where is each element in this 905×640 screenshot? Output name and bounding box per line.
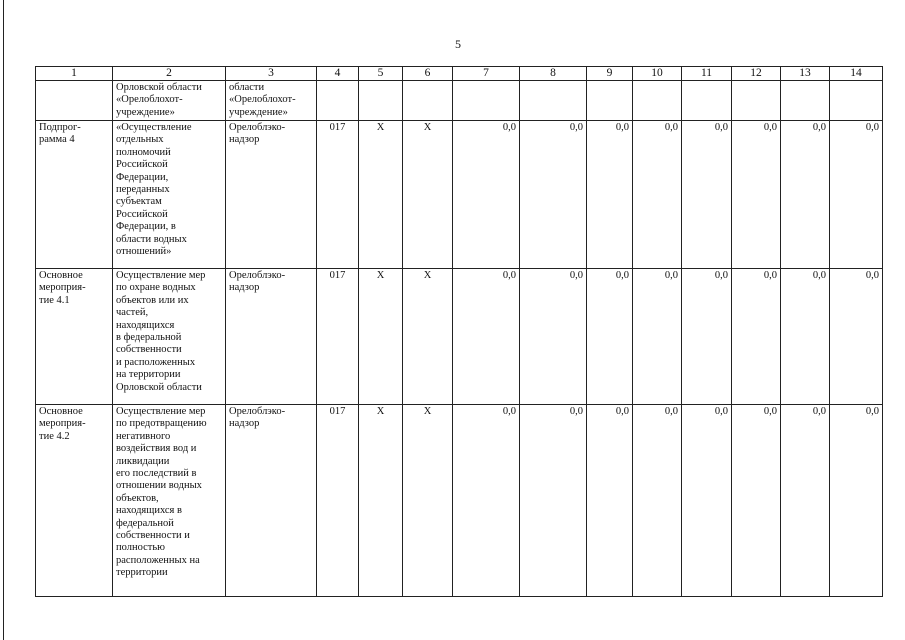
row-value-cell: 0,0 (587, 269, 633, 405)
row-executor-cell: Орелоблэко- надзор (226, 269, 317, 405)
column-header: 3 (226, 67, 317, 81)
row-title-cell: «Осуществление отдельных полномочий Российской Федерации, переданных субъектам Российской Федерации, в области водных отношений» (113, 121, 226, 269)
column-header: 6 (403, 67, 453, 81)
row-name-cell: Подпрог- рамма 4 (36, 121, 113, 269)
row-code-cell: 017 (317, 269, 359, 405)
row-x-cell: Х (359, 405, 403, 597)
row-value-cell (633, 81, 682, 121)
column-header: 14 (830, 67, 883, 81)
row-executor-cell: области «Орелоблохот- учреждение» (226, 81, 317, 121)
column-header: 10 (633, 67, 682, 81)
row-x-cell (403, 81, 453, 121)
column-header: 1 (36, 67, 113, 81)
row-value-cell: 0,0 (781, 269, 830, 405)
table-row (36, 269, 883, 405)
row-x-cell: Х (403, 121, 453, 269)
row-value-cell: 0,0 (633, 405, 682, 597)
column-header: 13 (781, 67, 830, 81)
row-code-cell (317, 81, 359, 121)
row-x-cell: Х (359, 269, 403, 405)
table-row (36, 121, 883, 269)
table-row (36, 405, 883, 597)
row-code-cell: 017 (317, 121, 359, 269)
row-value-cell (520, 81, 587, 121)
row-value-cell (587, 81, 633, 121)
column-header: 4 (317, 67, 359, 81)
row-x-cell (359, 81, 403, 121)
page-left-edge-line (3, 0, 4, 640)
row-value-cell: 0,0 (453, 269, 520, 405)
row-value-cell (682, 81, 732, 121)
column-header: 11 (682, 67, 732, 81)
row-value-cell: 0,0 (520, 405, 587, 597)
row-value-cell: 0,0 (453, 121, 520, 269)
row-title-cell: Осуществление мер по предотвращению негативного воздействия вод и ликвидации его последствий в отношении водных объектов, находящихся в федеральной собственности и полностью расположенных на территории (113, 405, 226, 597)
budget-table (35, 66, 883, 597)
row-value-cell: 0,0 (781, 121, 830, 269)
row-name-cell: Основное мероприя- тие 4.2 (36, 405, 113, 597)
column-header: 7 (453, 67, 520, 81)
row-name-cell: Основное мероприя- тие 4.1 (36, 269, 113, 405)
row-value-cell: 0,0 (830, 405, 883, 597)
row-value-cell: 0,0 (682, 269, 732, 405)
row-value-cell: 0,0 (520, 269, 587, 405)
row-value-cell (732, 81, 781, 121)
column-number-row (36, 67, 883, 81)
row-value-cell: 0,0 (633, 121, 682, 269)
row-code-cell: 017 (317, 405, 359, 597)
row-value-cell: 0,0 (781, 405, 830, 597)
row-value-cell: 0,0 (587, 405, 633, 597)
column-header: 12 (732, 67, 781, 81)
row-x-cell: Х (403, 269, 453, 405)
column-header: 5 (359, 67, 403, 81)
row-value-cell: 0,0 (830, 269, 883, 405)
row-value-cell: 0,0 (520, 121, 587, 269)
row-value-cell: 0,0 (682, 121, 732, 269)
row-x-cell: Х (359, 121, 403, 269)
column-header: 8 (520, 67, 587, 81)
row-name-cell (36, 81, 113, 121)
row-value-cell: 0,0 (633, 269, 682, 405)
row-value-cell (781, 81, 830, 121)
row-value-cell (830, 81, 883, 121)
row-value-cell: 0,0 (732, 269, 781, 405)
row-title-cell: Осуществление мер по охране водных объектов или их частей, находящихся в федеральной собственности и расположенных на территории Орловской области (113, 269, 226, 405)
row-value-cell: 0,0 (587, 121, 633, 269)
row-value-cell: 0,0 (682, 405, 732, 597)
row-value-cell: 0,0 (830, 121, 883, 269)
row-executor-cell: Орелоблэко- надзор (226, 405, 317, 597)
row-title-cell: Орловской области «Орелоблохот- учреждение» (113, 81, 226, 121)
row-value-cell: 0,0 (732, 121, 781, 269)
row-value-cell: 0,0 (453, 405, 520, 597)
row-x-cell: Х (403, 405, 453, 597)
column-header: 9 (587, 67, 633, 81)
table-row (36, 81, 883, 121)
page-number: 5 (455, 37, 461, 51)
row-value-cell: 0,0 (732, 405, 781, 597)
row-executor-cell: Орелоблэко- надзор (226, 121, 317, 269)
column-header: 2 (113, 67, 226, 81)
row-value-cell (453, 81, 520, 121)
